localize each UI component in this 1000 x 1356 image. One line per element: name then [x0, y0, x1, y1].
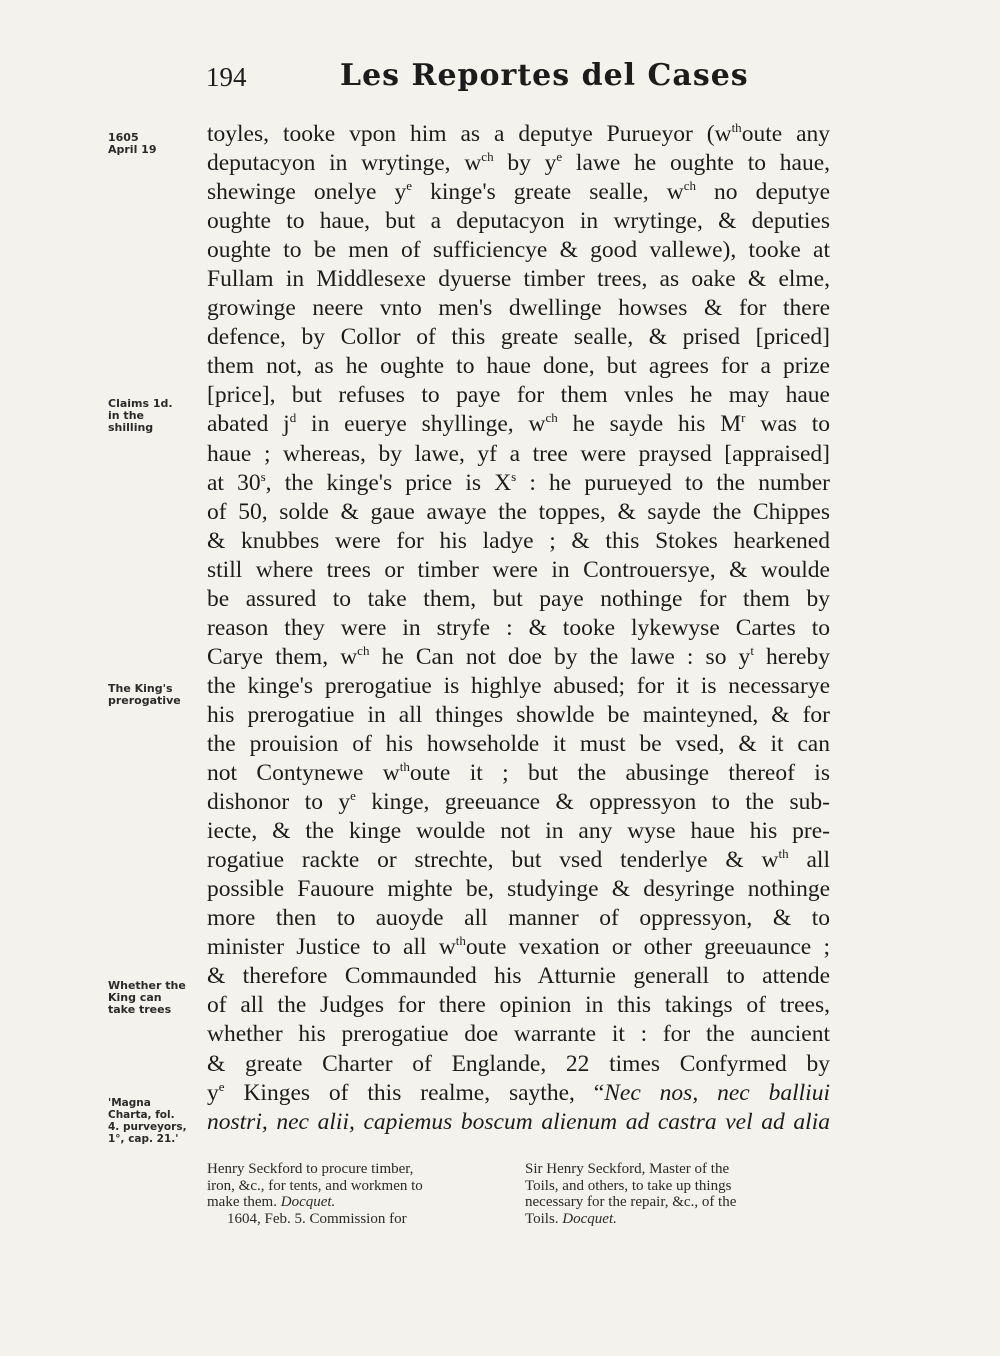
- text-line: Carye them, $w^{ch}$ he Can not doe by the lawe : so $y^t$ hereby: [207, 642, 830, 670]
- margin-note-magna-charta: 'Magna Charta, fol. 4. purveyors, 1°, cap. 21.': [108, 1097, 187, 1145]
- text-line: reason they were in stryfe : & tooke lykewyse Cartes to: [207, 614, 830, 641]
- text-line: not Contynewe $w^{th}oute$ it ; but the abusinge thereof is: [207, 759, 830, 787]
- margin-note-prerogative: The King's prerogative: [108, 682, 181, 707]
- text-line: shewinge onelye $y^e$ kinge's greate sealle, $w^{ch}$ no deputye: [207, 178, 830, 206]
- text-line: be assured to take them, but paye nothinge for them by: [207, 585, 830, 612]
- text-line: & greate Charter of Englande, 22 times Confyrmed by: [207, 1050, 830, 1077]
- text-line: haue ; whereas, by lawe, yf a tree were praysed [appraised]: [207, 440, 830, 467]
- text-line: of 50, solde & gaue awaye the toppes, & sayde the Chippes: [207, 498, 830, 525]
- text-line: growinge neere vnto men's dwellinge howses & for there: [207, 295, 830, 322]
- text-line: [price], but refuses to paye for them vnles he may haue: [207, 382, 830, 409]
- text-line: his prerogatiue in all thinges showlde be mainteyned, & for: [207, 701, 830, 728]
- margin-note-date: 1605 April 19: [108, 131, 157, 156]
- text-line: rogatiue rackte or strechte, but vsed tenderlye & $w^{th}$ all: [207, 846, 830, 874]
- text-line: iecte, & the kinge woulde not in any wyse haue his pre-: [207, 818, 830, 845]
- text-line: oughte to haue, but a deputacyon in wrytinge, & deputies: [207, 208, 830, 235]
- text-line: dishonor to $y^e$ kinge, greeuance & oppressyon to the sub-: [207, 788, 830, 816]
- text-line: oughte to be men of sufficiencye & good vallewe), tooke at: [207, 237, 830, 264]
- text-line: Fullam in Middlesexe dyuerse timber trees, as oake & elme,: [207, 266, 830, 293]
- footnote-left: Henry Seckford to procure timber, iron, &c., for tents, and workmen to make them. Docquet. 1604, Feb. 5. Commission for: [207, 1161, 423, 1227]
- footnote-right: Sir Henry Seckford, Master of the Toils, and others, to take up things necessary for the repair, &c., of the Toils. Docquet.: [525, 1161, 737, 1227]
- text-line: whether his prerogatiue doe warrante it : for the auncient: [207, 1021, 830, 1048]
- text-line: more then to auoyde all manner of oppressyon, & to: [207, 905, 830, 932]
- text-line: deputacyon in wrytinge, $w^{ch}$ by $y^e$ lawe he oughte to haue,: [207, 149, 831, 177]
- margin-note-claims: Claims 1d. in the shilling: [108, 397, 173, 434]
- text-line: & therefore Commaunded his Atturnie generall to attende: [207, 963, 830, 990]
- text-line: possible Fauoure mighte be, studyinge & desyringe nothinge: [207, 876, 830, 903]
- text-line: defence, by Collor of this greate sealle, & prised [priced]: [207, 324, 830, 351]
- body-text: [207, 120, 830, 1137]
- text-line: them not, as he oughte to haue done, but agrees for a prize: [207, 353, 830, 380]
- text-line: $y^e$ Kinges of this realme, saythe, “Nec nos, nec balliui: [207, 1078, 830, 1106]
- page-number: 194: [206, 62, 247, 92]
- text-line: & knubbes were for his ladye ; & this Stokes hearkened: [207, 527, 830, 554]
- text-line: the prouision of his howseholde it must be vsed, & it can: [207, 730, 830, 757]
- text-line: abated $j^d$ in euerye shyllinge, $w^{ch}$ he sayde his $M^r$ was to: [207, 410, 831, 438]
- running-title: Les Reportes del Cases: [340, 58, 749, 93]
- text-line: still where trees or timber were in Controuersye, & woulde: [207, 556, 830, 583]
- text-line: minister Justice to all $w^{th}oute$ vexation or other greeuaunce ;: [207, 933, 831, 961]
- text-line: toyles, tooke vpon him as a deputye Purueyor ($w^{th}oute$ any: [207, 120, 831, 147]
- text-line: at 30$^s$, the kinge's price is $X^s$ : he purueyed to the number: [207, 468, 830, 496]
- text-line: nostri, nec alii, capiemus boscum alienum ad castra vel ad alia: [207, 1108, 830, 1135]
- text-line: the kinge's prerogatiue is highlye abused; for it is necessarye: [207, 672, 830, 699]
- text-line: of all the Judges for there opinion in this takings of trees,: [207, 992, 830, 1019]
- margin-note-trees: Whether the King can take trees: [108, 979, 186, 1016]
